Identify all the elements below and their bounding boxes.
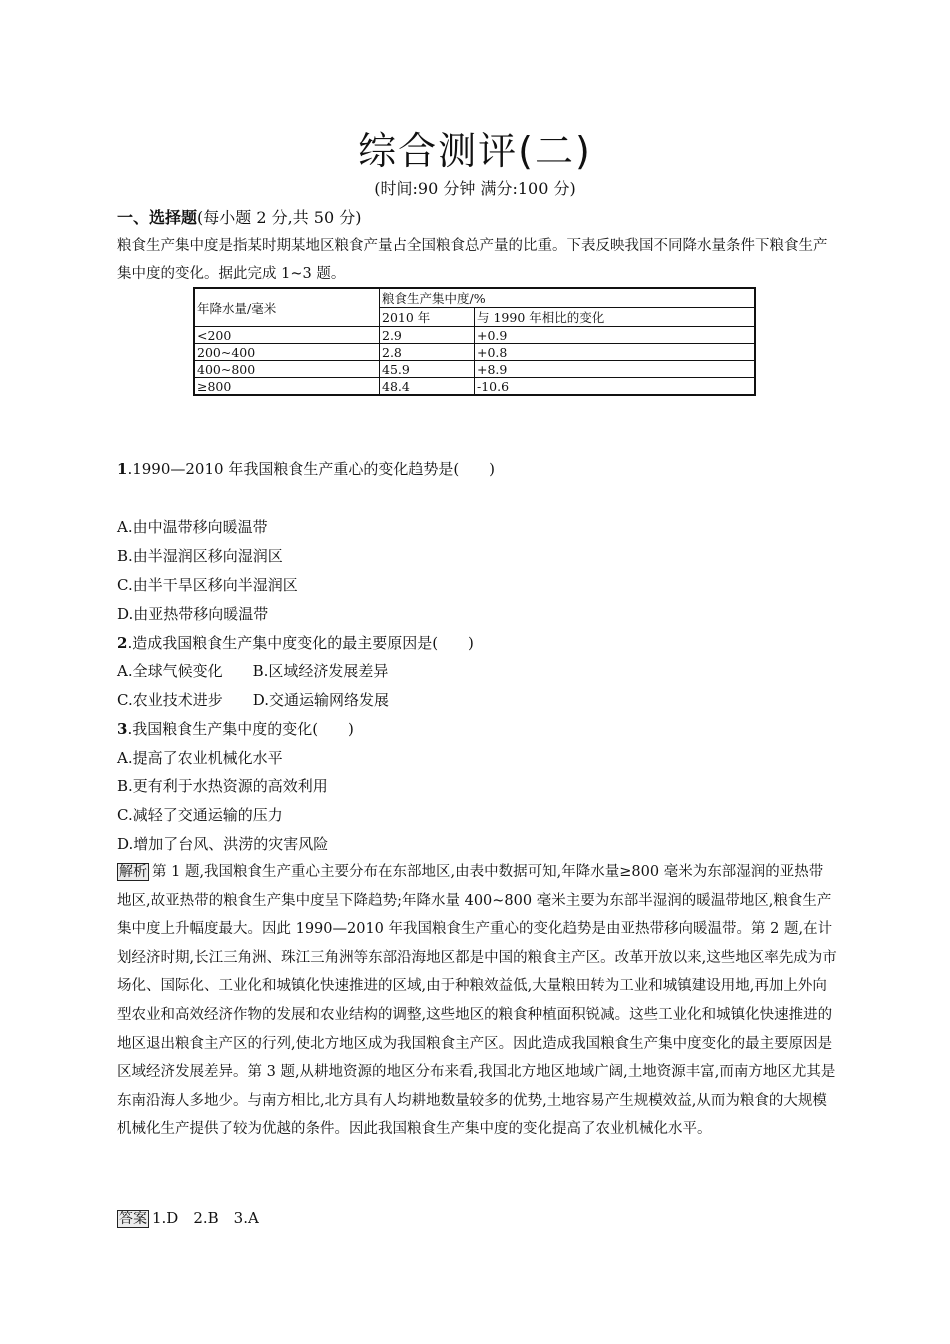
option-2a: A.全球气候变化 — [117, 662, 223, 680]
page-subtitle: (时间:90 分钟 满分:100 分) — [374, 179, 576, 198]
question-2 — [117, 632, 474, 653]
table-row — [194, 361, 755, 378]
table-header-precip: 年降水量/毫米 — [194, 288, 380, 327]
table-cell: <200 — [194, 327, 380, 344]
option-2b: B.区域经济发展差异 — [252, 662, 389, 680]
answer-block — [117, 1207, 259, 1228]
option-3c: C.减轻了交通运输的压力 — [117, 806, 283, 824]
table-row — [194, 327, 755, 344]
question-text: .我国粮食生产集中度的变化( ) — [127, 720, 354, 738]
table-cell: 400~800 — [194, 361, 380, 378]
analysis-text: 第 1 题,我国粮食生产重心主要分布在东部地区,由表中数据可知,年降水量≥800 毫米为东部湿润的亚热带地区,故亚热带的粮食生产集中度呈下降趋势;年降水量 400~800 毫米主要为东部半湿润的暖温带地区,粮食生产集中度上升幅度最大。因此 1990—2010 年我国粮食生产重心的变化趋势是由亚热带移向暖温带。第 2 题,在计划经济时期,长江三角洲、珠江三角洲等东部沿海地区都是中国的粮食主产区。改革开放以来,这些地区率先成为市场化、国际化、工业化和城镇化快速推进的区域,由于种粮效益低,大量粮田转为工业和城镇建设用地,再加上外向型农业和高效经济作物的发展和农业结构的调整,这些地区的粮食种植面积锐减。这些工业化和城镇化快速推进的地区退出粮食主产区的行列,使北方地区成为我国粮食主产区。因此造成我国粮食生产集中度变化的最主要原因是区域经济发展差异。第 3 题,从耕地资源的地区分布来看,我国北方地区地域广阔,土地资源丰富,而南方地区尤其是东南沿海人多地少。与南方相比,北方具有人均耕地数量较多的优势,土地容易产生规模效益,从而为粮食的大规模机械化生产提供了较为优越的条件。因此我国粮食生产集中度的变化提高了农业机械化水平。 — [117, 864, 837, 1138]
question-number: 3 — [117, 720, 128, 738]
option-3d: D.增加了台风、洪涝的灾害风险 — [117, 835, 329, 853]
option-1c: C.由半干旱区移向半湿润区 — [117, 576, 298, 594]
table-header-group: 粮食生产集中度/% — [380, 288, 756, 308]
option-2c: C.农业技术进步 — [117, 691, 223, 709]
data-table — [193, 287, 756, 396]
section-note: (每小题 2 分,共 50 分) — [197, 208, 362, 227]
question-text: .1990—2010 年我国粮食生产重心的变化趋势是( ) — [127, 460, 496, 478]
table-cell: +0.9 — [475, 327, 756, 344]
table-cell: 2.8 — [380, 344, 475, 361]
table-row — [194, 378, 755, 396]
question-1 — [117, 458, 495, 479]
table-cell: +0.8 — [475, 344, 756, 361]
option-1a: A.由中温带移向暖温带 — [117, 518, 268, 536]
intro-paragraph: 粮食生产集中度是指某时期某地区粮食产量占全国粮食总产量的比重。下表反映我国不同降水量条件下粮食生产集中度的变化。据此完成 1~3 题。 — [117, 238, 828, 282]
question-3 — [117, 718, 354, 739]
options-2ab — [117, 660, 388, 681]
option-3a: A.提高了农业机械化水平 — [117, 749, 283, 767]
table-header-change: 与 1990 年相比的变化 — [475, 308, 756, 327]
option-1d: D.由亚热带移向暖温带 — [117, 605, 269, 623]
table-cell: ≥800 — [194, 378, 380, 396]
question-number: 1 — [117, 460, 128, 478]
table-cell: +8.9 — [475, 361, 756, 378]
section-heading — [117, 205, 361, 228]
table-row — [194, 344, 755, 361]
answer-text: 1.D 2.B 3.A — [152, 1209, 259, 1227]
question-number: 2 — [117, 634, 128, 652]
answer-tag: 答案 — [119, 1211, 147, 1227]
option-1b: B.由半湿润区移向湿润区 — [117, 547, 283, 565]
table-cell: 45.9 — [380, 361, 475, 378]
table-cell: 200~400 — [194, 344, 380, 361]
option-3b: B.更有利于水热资源的高效利用 — [117, 777, 328, 795]
analysis-tag: 解析 — [119, 864, 147, 880]
table-cell: -10.6 — [475, 378, 756, 396]
page-title: 综合测评(二) — [358, 129, 592, 173]
options-2cd — [117, 689, 389, 710]
analysis-block — [117, 858, 837, 1144]
section-title: 一、选择题 — [117, 208, 198, 227]
table-cell: 48.4 — [380, 378, 475, 396]
question-text: .造成我国粮食生产集中度变化的最主要原因是( ) — [127, 634, 474, 652]
option-2d: D.交通运输网络发展 — [252, 691, 389, 709]
table-header-2010: 2010 年 — [380, 308, 475, 327]
table-cell: 2.9 — [380, 327, 475, 344]
